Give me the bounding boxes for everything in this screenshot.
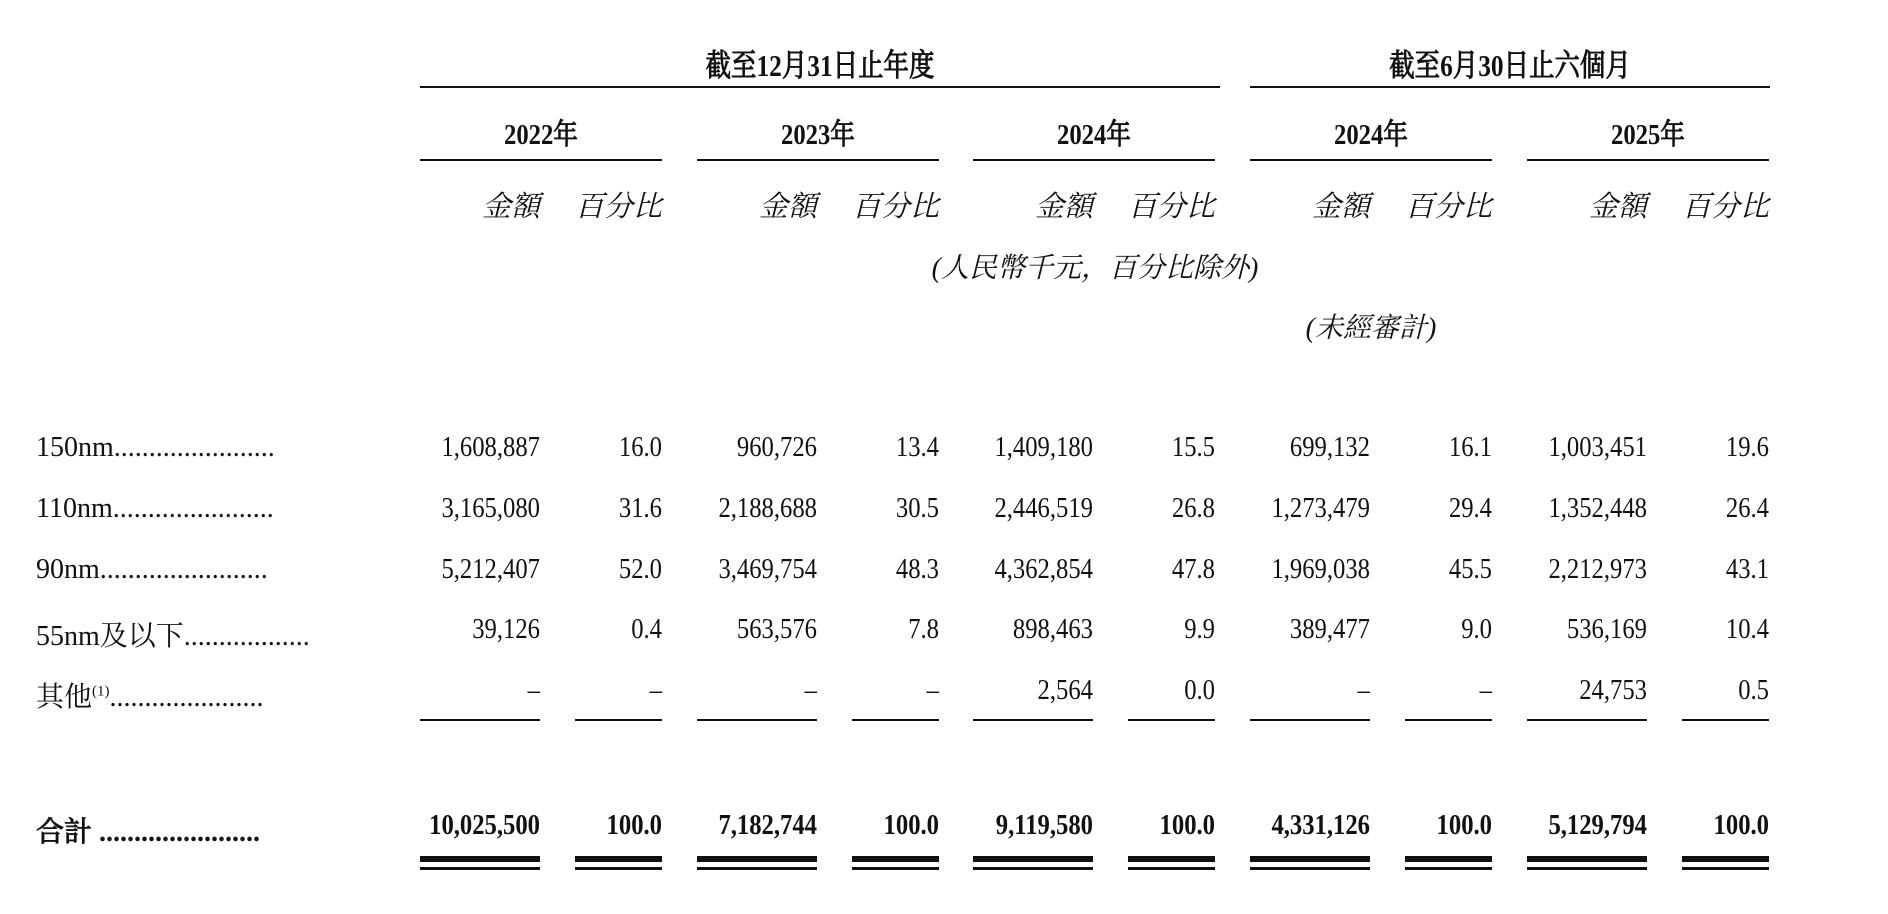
period-header-annual: 截至12月31日止年度 <box>705 48 935 83</box>
total-double-rule <box>1527 856 1647 862</box>
amount-cell: 898,463 <box>1012 614 1093 645</box>
percent-cell: 9.0 <box>1461 614 1492 645</box>
total-percent-cell: 100.0 <box>606 810 662 841</box>
total-percent-cell: 100.0 <box>883 810 939 841</box>
total-double-rule <box>1682 856 1769 862</box>
percent-cell: 7.8 <box>908 614 939 645</box>
percent-cell: 45.5 <box>1448 554 1492 585</box>
amount-cell: 699,132 <box>1289 432 1370 463</box>
row-label-other-text: 其他 <box>36 682 93 713</box>
total-double-rule <box>1128 867 1215 870</box>
percent-cell: 31.6 <box>618 493 662 524</box>
amount-cell: 39,126 <box>472 614 540 645</box>
subtotal-rule <box>1250 719 1370 721</box>
percent-cell: 29.4 <box>1448 493 1492 524</box>
year-header-2022: 2022年 <box>504 119 578 151</box>
year-header-2024-h1: 2024年 <box>1334 119 1408 151</box>
total-percent-cell: 100.0 <box>1159 810 1215 841</box>
row-label-total: 合計 ....................... <box>36 817 261 848</box>
percent-cell: 48.3 <box>895 554 939 585</box>
row-label-110nm: 110nm....................... <box>36 493 274 524</box>
percent-cell: 26.8 <box>1171 493 1215 524</box>
amount-cell: 2,446,519 <box>994 493 1093 524</box>
subtotal-rule <box>575 719 662 721</box>
percent-cell: 30.5 <box>895 493 939 524</box>
total-amount-cell: 4,331,126 <box>1271 810 1370 841</box>
year-rule <box>973 159 1215 161</box>
amount-cell: 1,409,180 <box>994 432 1093 463</box>
total-double-rule <box>1682 867 1769 870</box>
amount-cell: 563,576 <box>736 614 817 645</box>
col-percent-header: 百分比 <box>851 191 939 223</box>
year-header-2024: 2024年 <box>1057 119 1131 151</box>
total-double-rule <box>973 856 1093 862</box>
row-label-55nm: 55nm及以下.................. <box>36 621 310 652</box>
total-double-rule <box>697 867 817 870</box>
percent-cell: 52.0 <box>618 554 662 585</box>
col-percent-header: 百分比 <box>574 191 662 223</box>
total-double-rule <box>420 856 540 862</box>
amount-cell: 2,188,688 <box>718 493 817 524</box>
percent-cell: 47.8 <box>1171 554 1215 585</box>
amount-cell: – <box>1357 675 1370 706</box>
col-percent-header: 百分比 <box>1127 191 1215 223</box>
amount-cell: 536,169 <box>1566 614 1647 645</box>
period-rule-annual <box>420 86 1220 88</box>
year-rule <box>1527 159 1769 161</box>
row-label-other-dots: ...................... <box>109 682 264 713</box>
amount-cell: – <box>804 675 817 706</box>
period-header-half: 截至6月30日止六個月 <box>1389 48 1631 83</box>
subtotal-rule <box>1405 719 1492 721</box>
percent-cell: 9.9 <box>1184 614 1215 645</box>
total-double-rule <box>1128 856 1215 862</box>
year-rule <box>697 159 939 161</box>
total-amount-cell: 5,129,794 <box>1548 810 1647 841</box>
amount-cell: 1,003,451 <box>1548 432 1647 463</box>
col-amount-header: 金額 <box>1034 191 1093 223</box>
total-double-rule <box>1527 867 1647 870</box>
row-label-90nm: 90nm........................ <box>36 554 268 585</box>
year-header-2023: 2023年 <box>781 119 855 151</box>
subtotal-rule <box>1128 719 1215 721</box>
total-percent-cell: 100.0 <box>1713 810 1769 841</box>
percent-cell: 43.1 <box>1725 554 1769 585</box>
period-rule-half <box>1250 86 1770 88</box>
col-percent-header: 百分比 <box>1404 191 1492 223</box>
total-amount-cell: 7,182,744 <box>718 810 817 841</box>
percent-cell: – <box>1479 675 1492 706</box>
percent-cell: 26.4 <box>1725 493 1769 524</box>
amount-cell: 2,212,973 <box>1548 554 1647 585</box>
total-double-rule <box>1405 867 1492 870</box>
row-label-other <box>36 675 264 715</box>
total-double-rule <box>852 856 939 862</box>
percent-cell: 0.0 <box>1184 675 1215 706</box>
percent-cell: – <box>649 675 662 706</box>
year-header-2025-h1: 2025年 <box>1611 119 1685 151</box>
subtotal-rule <box>1682 719 1769 721</box>
total-double-rule <box>1250 867 1370 870</box>
subtotal-rule <box>420 719 540 721</box>
total-percent-cell: 100.0 <box>1436 810 1492 841</box>
total-double-rule <box>697 856 817 862</box>
amount-cell: 3,469,754 <box>718 554 817 585</box>
percent-cell: 16.1 <box>1448 432 1492 463</box>
percent-cell: – <box>926 675 939 706</box>
total-double-rule <box>575 867 662 870</box>
unit-note: (人民幣千元，百分比除外) <box>931 253 1259 284</box>
amount-cell: 5,212,407 <box>441 554 540 585</box>
amount-cell: 2,564 <box>1037 675 1093 706</box>
amount-cell: 1,608,887 <box>441 432 540 463</box>
percent-cell: 16.0 <box>618 432 662 463</box>
year-rule <box>420 159 662 161</box>
subtotal-rule <box>852 719 939 721</box>
subtotal-rule <box>1527 719 1647 721</box>
total-amount-cell: 10,025,500 <box>429 810 540 841</box>
row-label-150nm: 150nm....................... <box>36 432 275 463</box>
year-rule <box>1250 159 1492 161</box>
total-double-rule <box>1405 856 1492 862</box>
amount-cell: 4,362,854 <box>994 554 1093 585</box>
total-double-rule <box>575 856 662 862</box>
amount-cell: 3,165,080 <box>441 493 540 524</box>
footnote-marker: (1) <box>92 683 110 700</box>
percent-cell: 0.4 <box>631 614 662 645</box>
total-double-rule <box>420 867 540 870</box>
subtotal-rule <box>697 719 817 721</box>
total-double-rule <box>973 867 1093 870</box>
percent-cell: 10.4 <box>1725 614 1769 645</box>
col-amount-header: 金額 <box>758 191 817 223</box>
percent-cell: 13.4 <box>895 432 939 463</box>
col-amount-header: 金額 <box>1311 191 1370 223</box>
amount-cell: 960,726 <box>736 432 817 463</box>
amount-cell: 1,352,448 <box>1548 493 1647 524</box>
percent-cell: 0.5 <box>1738 675 1769 706</box>
unaudited-note: (未經審計) <box>1305 313 1437 344</box>
percent-cell: 19.6 <box>1725 432 1769 463</box>
amount-cell: 24,753 <box>1579 675 1647 706</box>
col-amount-header: 金額 <box>1588 191 1647 223</box>
col-amount-header: 金額 <box>481 191 540 223</box>
amount-cell: – <box>527 675 540 706</box>
amount-cell: 1,969,038 <box>1271 554 1370 585</box>
total-double-rule <box>852 867 939 870</box>
total-amount-cell: 9,119,580 <box>995 810 1093 841</box>
col-percent-header: 百分比 <box>1681 191 1769 223</box>
total-double-rule <box>1250 856 1370 862</box>
percent-cell: 15.5 <box>1171 432 1215 463</box>
amount-cell: 1,273,479 <box>1271 493 1370 524</box>
amount-cell: 389,477 <box>1289 614 1370 645</box>
subtotal-rule <box>973 719 1093 721</box>
